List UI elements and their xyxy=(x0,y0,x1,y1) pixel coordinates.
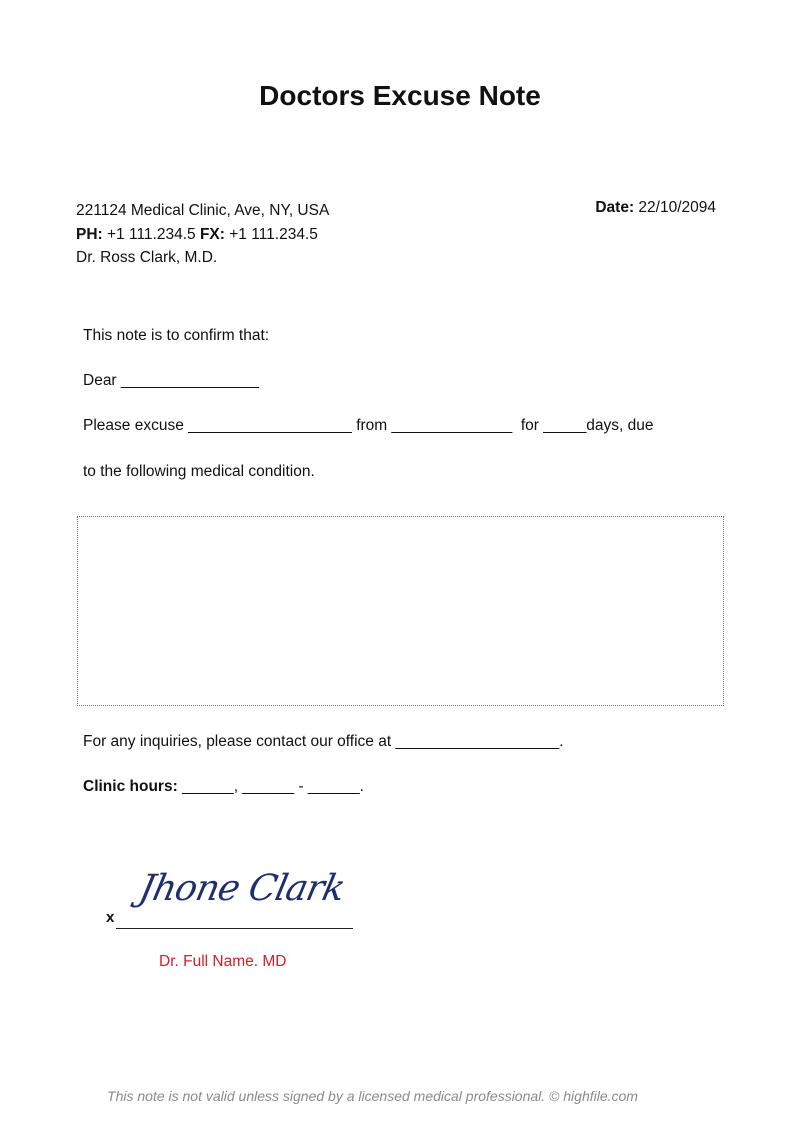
clinic-hours[interactable] xyxy=(83,778,364,796)
confirm-line: This note is to confirm that: xyxy=(83,327,270,344)
fax-value: +1 111.234.5 xyxy=(224,226,318,243)
signature-name: Dr. Full Name. MD xyxy=(159,953,287,970)
clinic-address: 221124 Medical Clinic, Ave, NY, USA xyxy=(76,202,330,219)
date xyxy=(595,199,716,217)
date-label: Date: xyxy=(595,199,635,216)
fax-label: FX: xyxy=(199,226,225,243)
doctor-name: Dr. Ross Clark, M.D. xyxy=(76,249,218,266)
excuse-fields[interactable]: Please excuse ___________________ from ______________ for _____days, due xyxy=(83,417,654,434)
signature-line xyxy=(116,928,353,929)
footer-disclaimer: This note is not valid unless signed by a licensed medical professional. © highfile.com xyxy=(107,1088,638,1104)
dear-field[interactable]: Dear ________________ xyxy=(83,372,259,389)
condition-line: to the following medical condition. xyxy=(83,463,315,480)
signature-x-mark: x xyxy=(106,909,115,926)
medical-condition-box[interactable] xyxy=(77,516,724,706)
clinic-hours-label: Clinic hours: xyxy=(83,778,178,795)
inquiries-field[interactable]: For any inquiries, please contact our office at ___________________. xyxy=(83,733,564,750)
phone-label: PH: xyxy=(76,226,103,243)
clinic-phone-fax xyxy=(76,226,318,244)
document-title: Doctors Excuse Note xyxy=(259,80,541,111)
phone-value: +1 111.234.5 xyxy=(102,226,200,243)
date-value: 22/10/2094 xyxy=(634,199,716,216)
clinic-hours-value[interactable]: ______, ______ - ______. xyxy=(177,778,364,795)
handwritten-signature: Jhone Clark xyxy=(135,868,349,909)
